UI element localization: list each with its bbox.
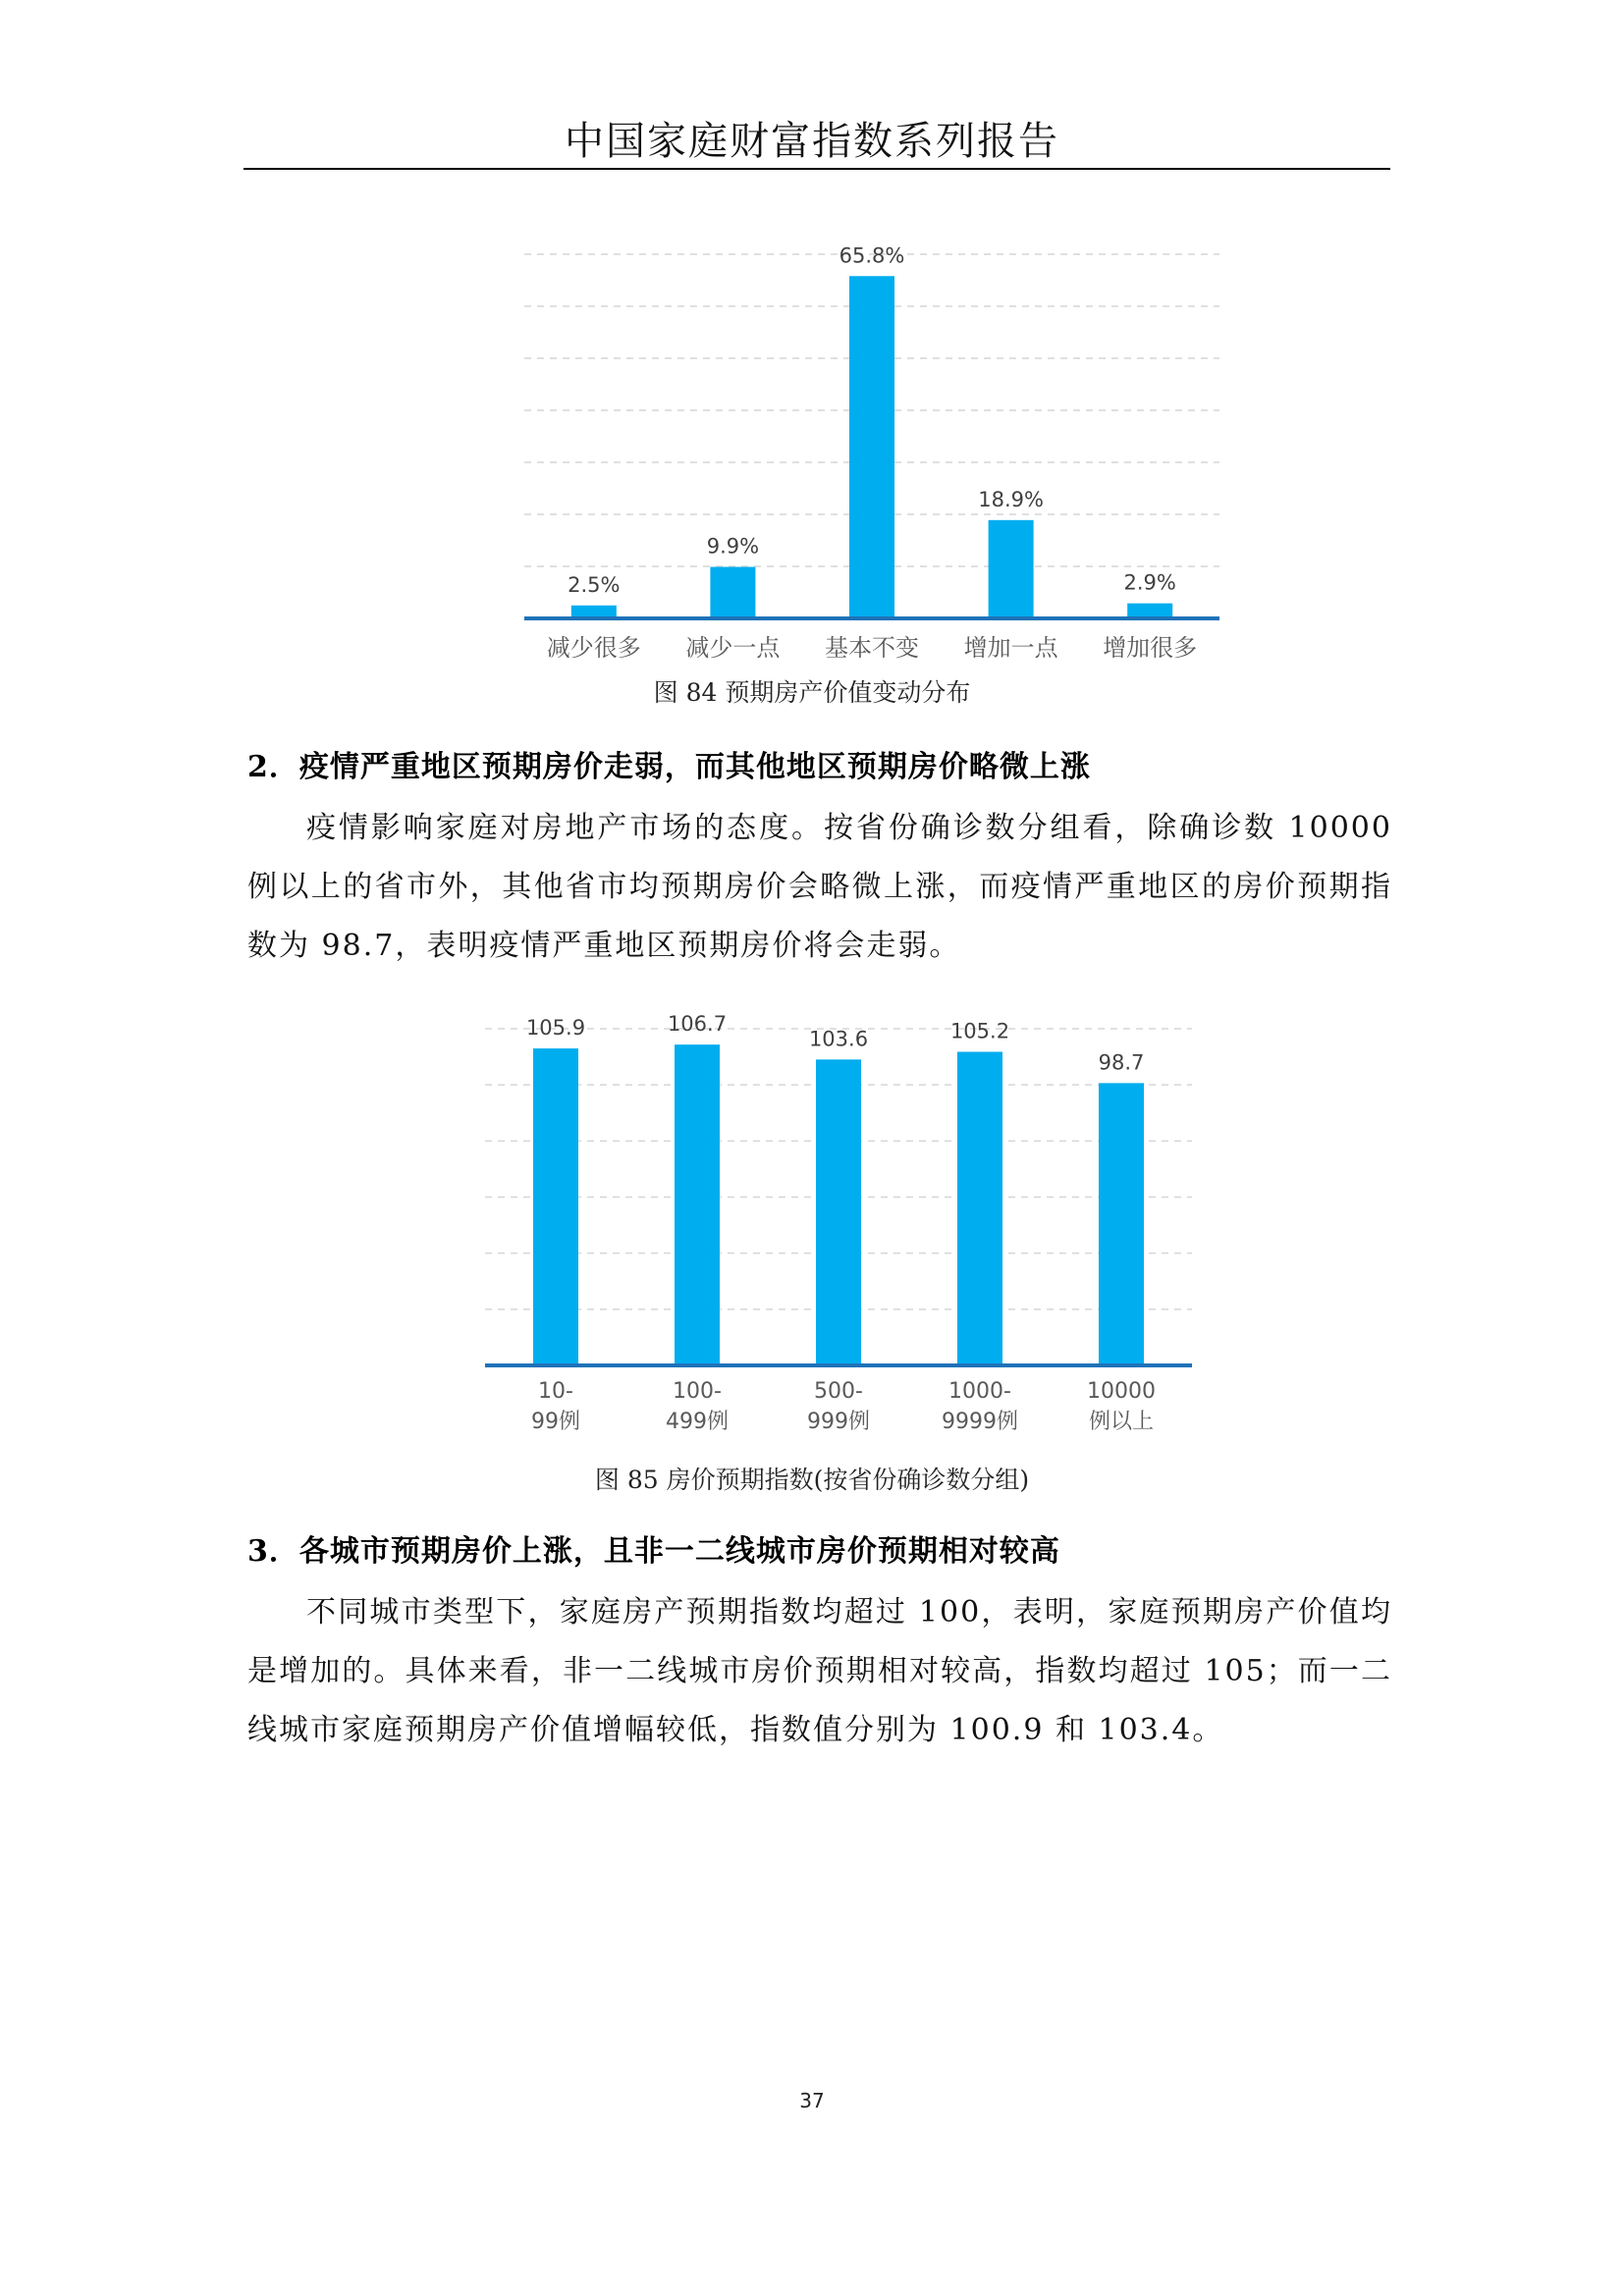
category-label: 999例 [807, 1410, 870, 1434]
data-label: 98.7 [1098, 1050, 1145, 1075]
section-3-paragraph: 不同城市类型下，家庭房产预期指数均超过 100，表明，家庭预期房产价值均是增加的。具体来看，非一二线城市房价预期相对较高，指数均超过 105；而一二线城市家庭预期房产价值增幅较低，指数值分别为 100.9 和 103.4。 [247, 1595, 1392, 1747]
data-label: 103.6 [808, 1027, 869, 1051]
category-label: 10000 [1087, 1379, 1156, 1404]
bar [957, 1052, 1002, 1365]
category-label: 100- [673, 1379, 722, 1404]
section-2-heading: 2．疫情严重地区预期房价走弱，而其他地区预期房价略微上涨 [247, 750, 1091, 784]
data-label: 65.8% [839, 243, 905, 268]
data-label: 9.9% [706, 534, 760, 559]
category-label: 增加很多 [1103, 634, 1198, 662]
category-label: 增加一点 [963, 634, 1058, 662]
data-label: 2.9% [1123, 570, 1176, 595]
section-3-heading: 3．各城市预期房价上涨，且非一二线城市房价预期相对较高 [247, 1534, 1060, 1569]
report-title: 中国家庭财富指数系列报告 [565, 119, 1059, 164]
figure-85-caption: 图 85 房价预期指数(按省份确诊数分组) [594, 1466, 1030, 1494]
category-label: 99例 [531, 1410, 580, 1434]
section-2-paragraph: 疫情影响家庭对房地产市场的态度。按省份确诊数分组看，除确诊数 10000 例以上的省市外，其他省市均预期房价会略微上涨，而疫情严重地区的房价预期指数为 98.7，表明疫情严重地区预期房价将会走弱。 [247, 811, 1392, 963]
figure-84-caption: 图 84 预期房产价值变动分布 [653, 678, 971, 707]
page-number: 37 [799, 2089, 825, 2112]
category-label: 9999例 [942, 1410, 1018, 1434]
bar [1099, 1083, 1144, 1365]
data-label: 105.9 [525, 1016, 586, 1041]
bar [533, 1048, 578, 1365]
category-label: 基本不变 [825, 634, 919, 662]
data-label: 106.7 [667, 1012, 728, 1037]
category-label: 500- [814, 1379, 863, 1404]
bar [816, 1059, 861, 1365]
category-label: 10- [538, 1379, 573, 1404]
data-label: 18.9% [978, 487, 1044, 511]
data-label: 105.2 [949, 1019, 1010, 1043]
data-label: 2.5% [568, 572, 621, 597]
category-label: 减少很多 [546, 634, 641, 662]
category-label: 减少一点 [685, 634, 781, 662]
category-label: 499例 [666, 1410, 729, 1434]
bar [675, 1044, 720, 1365]
category-label: 1000- [948, 1379, 1011, 1404]
category-label: 例以上 [1088, 1410, 1155, 1434]
